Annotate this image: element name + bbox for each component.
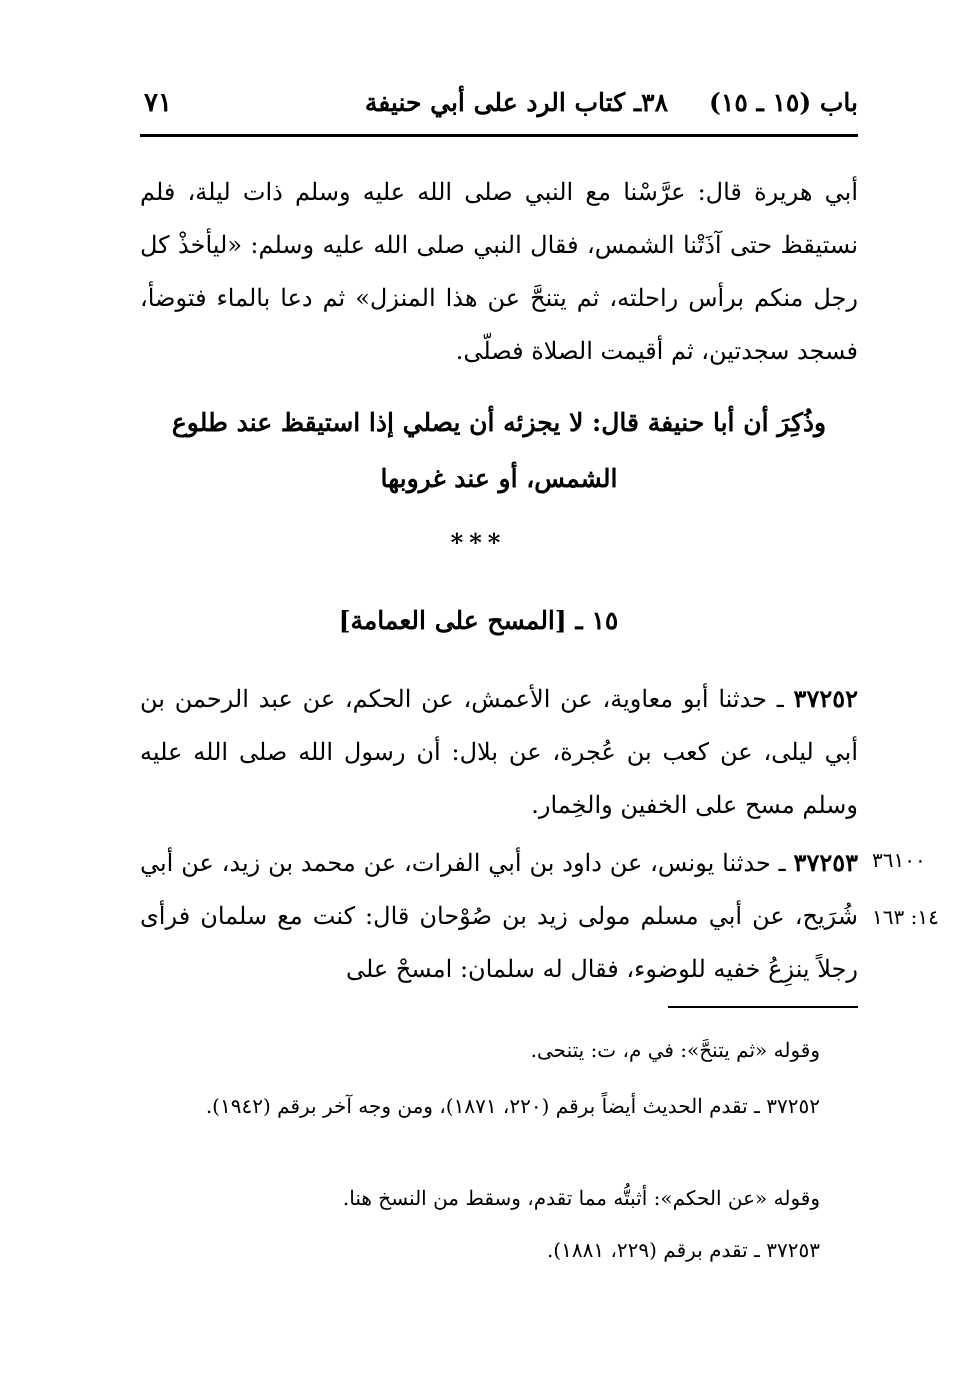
book-title: ٣٨ـ كتاب الرد على أبي حنيفة — [364, 88, 668, 117]
hadith-37252 — [140, 672, 858, 832]
hadith-number: ٣٧٢٥٣ — [793, 848, 858, 877]
margin-reference: ١٤: ١٦٣ — [872, 905, 939, 929]
paragraph-hadith-continuation: أبي هريرة قال: عرَّسْنا مع النبي صلى الله عليه وسلم ذات ليلة، فلم نستيقظ حتى آذَتْنا الشمس، فقال النبي صلى الله عليه وسلم: «ليأخذْ كل رجل منكم برأس راحلته، ثم يتنحَّ عن هذا المنزل» ثم دعا بالماء فتوضأ، فسجد سجدتين، ثم أقيمت الصلاة فصلّى. — [140, 178, 859, 365]
page-header — [140, 84, 858, 128]
hadith-text: ـ حدثنا أبو معاوية، عن الأعمش، عن الحكم، عن عبد الرحمن بن أبي ليلى، عن كعب بن عُجرة، عن بلال: أن رسول الله صلى الله عليه وسلم مسح على الخفين والخِمار. — [140, 685, 858, 819]
footnote: وقوله «عن الحكم»: أثبتُّه مما تقدم، وسقط من النسخ هنا. — [342, 1186, 820, 1210]
abu-hanifa-opinion: وذُكِرَ أن أبا حنيفة قال: لا يجزئه أن يصلي إذا استيقظ عند طلوع الشمس، أو عند غروبها — [171, 408, 827, 493]
footnote: ٣٧٢٥٢ ـ تقدم الحديث أيضاً برقم (٢٢٠، ١٨٧١)، ومن وجه آخر برقم (١٩٤٢). — [205, 1094, 820, 1118]
header-divider — [140, 134, 858, 137]
margin-reference: ٣٦١٠٠ — [872, 848, 926, 872]
footnote-divider — [668, 1006, 858, 1008]
hadith-text: ـ حدثنا يونس، عن داود بن أبي الفرات، عن محمد بن زيد، عن أبي شُرَيح، عن أبي مسلم مولى زيد بن صُوْحان قال: كنت مع سلمان فرأى رجلاً ينزِعُ خفيه للوضوء، فقال له سلمان: امسحْ على — [140, 849, 858, 983]
page-number: ٧١ — [144, 88, 172, 118]
hadith-37253 — [140, 836, 858, 996]
section-separator: *** — [450, 528, 507, 557]
section-heading: ١٥ ـ [المسح على العمامة] — [338, 606, 619, 635]
chapter-range: باب (١٥ ـ ١٥) — [709, 88, 858, 117]
hadith-number: ٣٧٢٥٢ — [793, 684, 858, 713]
footnote: وقوله «ثم يتنحَّ»: في م، ت: يتنحى. — [530, 1038, 820, 1062]
footnote: ٣٧٢٥٣ ـ تقدم برقم (٢٢٩، ١٨٨١). — [546, 1238, 820, 1262]
